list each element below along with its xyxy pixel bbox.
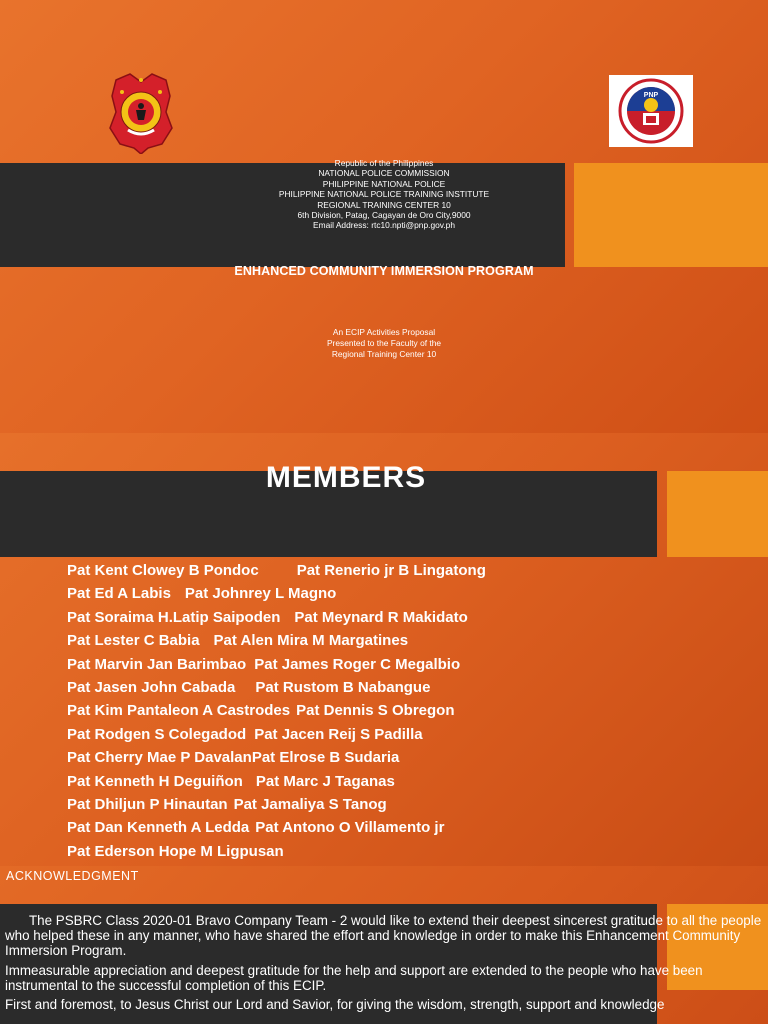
header-line: Republic of the Philippines	[334, 158, 434, 168]
members-slide	[0, 433, 768, 866]
ack-paragraph: First and foremost, to Jesus Christ our Lord and Savior, for giving the wisdom, strength, support and knowledge	[5, 997, 665, 1013]
member-row	[67, 723, 486, 746]
pnp-training-institute-logo	[609, 75, 693, 147]
member-row	[67, 840, 486, 863]
member-name: Pat Johnrey L Magno	[184, 585, 337, 603]
header-line: NATIONAL POLICE COMMISSION	[318, 168, 450, 179]
members-list	[67, 559, 486, 863]
acknowledgment-body	[5, 913, 765, 1016]
member-name: Pat Ederson Hope M Ligpusan	[67, 842, 284, 860]
proposal-subtitle	[0, 327, 768, 360]
member-name: Pat Rodgen S Colegadod	[67, 725, 247, 743]
header-line: REGIONAL TRAINING CENTER 10	[317, 199, 451, 210]
member-name: Pat Rustom B Nabangue	[255, 678, 431, 696]
member-name: Pat Kim Pantaleon A Castrodes	[67, 702, 291, 720]
ack-paragraph: Immeasurable appreciation and deepest gratitude for the help and support are extended to the people who have been instrumental to the successful completion of this ECIP.	[5, 962, 703, 993]
header-line: PHILIPPINE NATIONAL POLICE TRAINING INSTITUTE	[278, 189, 490, 200]
proposal-line: An ECIP Activities Proposal	[332, 327, 436, 337]
member-name: Pat Jasen John Cabada	[67, 678, 236, 696]
member-row	[67, 816, 486, 839]
member-name: Pat Dan Kenneth A Ledda	[67, 819, 250, 837]
header-line: PHILIPPINE NATIONAL POLICE	[322, 178, 446, 189]
member-row	[67, 699, 486, 722]
ack-paragraph: The PSBRC Class 2020-01 Bravo Company Team - 2 would like to extend their deepest sincerest gratitude to all the people who helped these in any manner, who have shared the effort and knowledge in order to make this Enhancement Community Immersion Program.	[5, 913, 762, 959]
member-name: Pat Lester C Babia	[67, 632, 200, 650]
member-row	[67, 793, 486, 816]
member-name: Pat Ed A Labis	[67, 585, 171, 603]
member-name: Pat Dhiljun P Hinautan	[67, 795, 228, 813]
member-name: Pat Renerio jr B Lingatong	[296, 562, 486, 579]
member-name: Pat Marvin Jan Barimbao	[67, 655, 247, 673]
member-name: Pat James Roger C Megalbio	[254, 655, 461, 673]
member-row	[67, 559, 486, 582]
member-name: Pat Antono O Villamento jr	[255, 819, 445, 837]
member-name: Pat Kenneth H Deguiñon	[67, 772, 243, 790]
header-line: 6th Division, Patag, Cagayan de Oro City,9000	[297, 210, 471, 221]
member-row	[67, 629, 486, 652]
acknowledgment-slide	[0, 866, 768, 1024]
member-name: Pat Elrose B Sudaria	[251, 749, 400, 767]
members-title: MEMBERS	[265, 461, 427, 494]
title-slide	[0, 0, 768, 433]
member-name: Pat Dennis S Obregon	[296, 702, 455, 720]
member-name: Pat Kent Clowey B Pondoc	[67, 562, 259, 579]
pnp-logo-text: PNP	[643, 92, 659, 99]
program-title: ENHANCED COMMUNITY IMMERSION PROGRAM	[234, 264, 534, 278]
member-row	[67, 606, 486, 629]
member-name: Pat Meynard R Makidato	[294, 608, 468, 626]
member-name: Pat Jamaliya S Tanog	[233, 795, 387, 813]
institution-header	[0, 158, 768, 231]
member-name: Pat Marc J Taganas	[255, 772, 395, 790]
member-row	[67, 676, 486, 699]
member-row	[67, 582, 486, 605]
ntci-seal-logo	[108, 72, 174, 154]
member-row	[67, 653, 486, 676]
header-line: Email Address: rtc10.npti@pnp.gov.ph	[313, 220, 455, 231]
acknowledgment-title: ACKNOWLEDGMENT	[6, 869, 139, 883]
member-name: Pat Cherry Mae P Davalan	[67, 749, 252, 767]
proposal-line: Regional Training Center 10	[331, 349, 437, 359]
member-name: Pat Jacen Reij S Padilla	[254, 725, 423, 743]
member-row	[67, 770, 486, 793]
member-name: Pat Alen Mira M Margatines	[213, 632, 409, 650]
proposal-line: Presented to the Faculty of the	[326, 338, 442, 348]
member-name: Pat Soraima H.Latip Saipoden	[67, 608, 281, 626]
member-row	[67, 746, 486, 769]
